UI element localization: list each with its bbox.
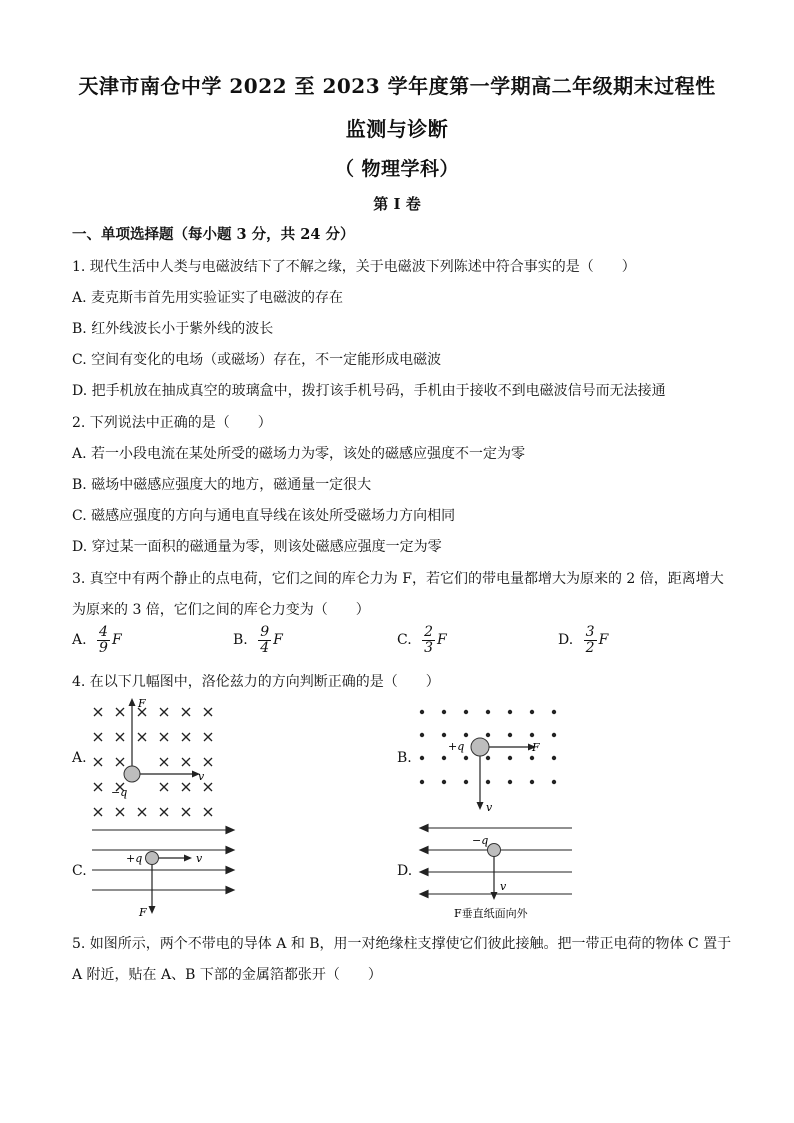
field-dot-mark: [508, 710, 512, 714]
q3-option-d-num: 3: [585, 624, 595, 640]
field-cross-mark: [182, 783, 190, 791]
field-dot-mark: [486, 756, 490, 760]
q4-label-d: D.: [397, 863, 413, 879]
field-cross-mark: [138, 733, 146, 741]
q3-option-a-den: 9: [99, 639, 108, 656]
field-dot-mark: [552, 780, 556, 784]
force-label-a: F: [138, 697, 146, 710]
field-dot-mark: [530, 710, 534, 714]
q3-option-d-fraction: [584, 625, 597, 655]
field-dot-mark: [486, 780, 490, 784]
q3-option-a-fraction: [97, 625, 110, 655]
q3-option-a-num: 4: [99, 624, 108, 640]
field-cross-mark: [94, 733, 102, 741]
q3-option-c-num: 2: [424, 624, 434, 640]
q5-stem-line2: A 附近，贴在 A、B 下部的金属箔都张开（ ）: [72, 967, 382, 983]
q3-option-b-var: F: [273, 632, 283, 649]
velocity-label-c: v: [196, 852, 203, 865]
q3-option-c-fraction: [422, 625, 435, 655]
velocity-arrowhead-c: [184, 855, 192, 862]
field-dot-mark: [464, 733, 468, 737]
field-cross-mark: [160, 733, 168, 741]
q3-option-d: [558, 625, 608, 655]
field-dot-mark: [486, 710, 490, 714]
q1-stem: 1. 现代生活中人类与电磁波结下了不解之缘，关于电磁波下列陈述中符合事实的是（ ）: [72, 259, 636, 275]
magnetic-field-into-page-crosses: [94, 708, 212, 816]
q4-label-b: B.: [397, 750, 412, 766]
volume-heading: 第 I 卷: [373, 195, 421, 213]
charge-label-d: −q: [472, 834, 489, 847]
field-dot-mark: [530, 756, 534, 760]
q4-stem: 4. 在以下几幅图中，洛伦兹力的方向判断正确的是（ ）: [72, 674, 440, 690]
exam-title-line1: 天津市南仓中学 2022 至 2023 学年度第一学期高二年级期末过程性: [78, 74, 716, 98]
field-dot-mark: [464, 756, 468, 760]
field-dot-mark: [442, 733, 446, 737]
field-cross-mark: [94, 708, 102, 716]
field-dot-mark: [442, 710, 446, 714]
q1-option-c: C. 空间有变化的电场（或磁场）存在，不一定能形成电磁波: [72, 352, 442, 368]
field-cross-mark: [116, 758, 124, 766]
field-dot-mark: [420, 733, 424, 737]
field-cross-mark: [160, 808, 168, 816]
field-dot-mark: [464, 780, 468, 784]
field-dot-mark: [552, 710, 556, 714]
field-dot-mark: [552, 756, 556, 760]
charged-particle-d: [488, 844, 501, 857]
charged-particle-c: [146, 852, 159, 865]
charged-particle-a: [124, 766, 140, 782]
field-dot-mark: [552, 733, 556, 737]
field-cross-mark: [182, 708, 190, 716]
q1-option-b: B. 红外线波长小于紫外线的波长: [72, 321, 274, 337]
field-cross-mark: [94, 783, 102, 791]
field-cross-mark: [138, 808, 146, 816]
q2-option-a: A. 若一小段电流在某处所受的磁场力为零，该处的磁感应强度不一定为零: [72, 446, 526, 462]
caption-d: F垂直纸面向外: [454, 907, 528, 920]
q3-option-d-letter: D.: [558, 632, 574, 649]
exam-title-line2: 监测与诊断: [345, 117, 449, 141]
field-cross-mark: [204, 708, 212, 716]
q3-stem-line2: 为原来的 3 倍，它们之间的库仑力变为（ ）: [72, 602, 370, 618]
q3-option-a-letter: A.: [72, 632, 87, 649]
force-label-b: F: [532, 741, 540, 754]
q4-label-c: C.: [72, 863, 87, 879]
field-cross-mark: [204, 808, 212, 816]
q3-option-c-var: F: [437, 632, 447, 649]
field-cross-mark: [204, 783, 212, 791]
q3-option-b: [233, 625, 283, 655]
field-cross-mark: [182, 758, 190, 766]
field-cross-mark: [204, 733, 212, 741]
field-dot-mark: [464, 710, 468, 714]
field-lines-leftward: [420, 825, 572, 898]
q3-option-a-var: F: [111, 632, 122, 649]
field-cross-mark: [160, 758, 168, 766]
field-dot-mark: [442, 756, 446, 760]
force-arrowhead-a: [129, 698, 136, 706]
q4-diagram-d: [414, 820, 579, 922]
field-cross-mark: [204, 758, 212, 766]
field-dot-mark: [420, 756, 424, 760]
velocity-arrowhead-d: [491, 892, 498, 900]
q3-stem-line1: 3. 真空中有两个静止的点电荷，它们之间的库仑力为 F，若它们的带电量都增大为原来的 2 倍，距离增大: [72, 571, 724, 587]
q3-option-b-letter: B.: [233, 632, 248, 649]
velocity-label-a: v: [198, 770, 205, 783]
field-dot-mark: [508, 756, 512, 760]
velocity-label-d: v: [500, 880, 507, 893]
q2-option-c: C. 磁感应强度的方向与通电直导线在该处所受磁场力方向相同: [72, 508, 456, 524]
field-cross-mark: [182, 808, 190, 816]
q3-option-c-letter: C.: [397, 632, 412, 649]
field-cross-mark: [116, 808, 124, 816]
charge-label-c: +q: [126, 852, 143, 865]
field-cross-mark: [94, 808, 102, 816]
field-dot-mark: [420, 710, 424, 714]
velocity-arrowhead-b: [477, 802, 484, 810]
q1-option-a: A. 麦克斯韦首先用实验证实了电磁波的存在: [72, 290, 344, 306]
q4-diagram-b: [412, 700, 572, 820]
charge-label-a: −q: [111, 786, 128, 799]
q3-option-b-den: 4: [260, 639, 270, 656]
q3-option-c: [397, 625, 447, 655]
field-cross-mark: [94, 758, 102, 766]
field-dot-mark: [508, 733, 512, 737]
field-dot-mark: [486, 733, 490, 737]
q2-option-d: D. 穿过某一面积的磁通量为零，则该处磁感应强度一定为零: [72, 539, 442, 555]
field-cross-mark: [182, 733, 190, 741]
q2-option-b: B. 磁场中磁感应强度大的地方，磁通量一定很大: [72, 477, 372, 493]
q4-label-a: A.: [72, 750, 87, 766]
velocity-label-b: v: [486, 801, 493, 814]
q3-option-d-den: 2: [585, 639, 595, 656]
q5-stem-line1: 5. 如图所示，两个不带电的导体 A 和 B，用一对绝缘柱支撑使它们彼此接触。把一带正电荷的物体 C 置于: [72, 936, 732, 952]
q3-option-d-var: F: [598, 632, 609, 649]
q4-diagram-c: [88, 822, 248, 922]
field-dot-mark: [530, 733, 534, 737]
subject-title: （ 物理学科）: [334, 158, 460, 180]
field-cross-mark: [160, 708, 168, 716]
q3-option-c-den: 3: [424, 639, 434, 656]
force-label-c: F: [139, 906, 147, 919]
field-cross-mark: [116, 708, 124, 716]
field-dot-mark: [508, 780, 512, 784]
q4-diagram-a: [86, 692, 226, 827]
field-dot-mark: [442, 780, 446, 784]
q2-stem: 2. 下列说法中正确的是（ ）: [72, 415, 272, 431]
field-cross-mark: [116, 733, 124, 741]
q3-option-a: [72, 625, 122, 655]
q3-option-b-fraction: [258, 625, 271, 655]
field-dot-mark: [420, 780, 424, 784]
force-arrowhead-c: [149, 906, 156, 914]
q1-option-d: D. 把手机放在抽成真空的玻璃盒中，拨打该手机号码，手机由于接收不到电磁波信号而无法接通: [72, 383, 666, 399]
charged-particle-b: [471, 738, 489, 756]
field-dot-mark: [530, 780, 534, 784]
section-heading: 一、单项选择题（每小题 3 分，共 24 分）: [72, 226, 355, 243]
field-lines-rightward: [92, 827, 234, 894]
field-cross-mark: [160, 783, 168, 791]
q3-option-b-num: 9: [260, 624, 270, 640]
charge-label-b: +q: [448, 740, 465, 753]
